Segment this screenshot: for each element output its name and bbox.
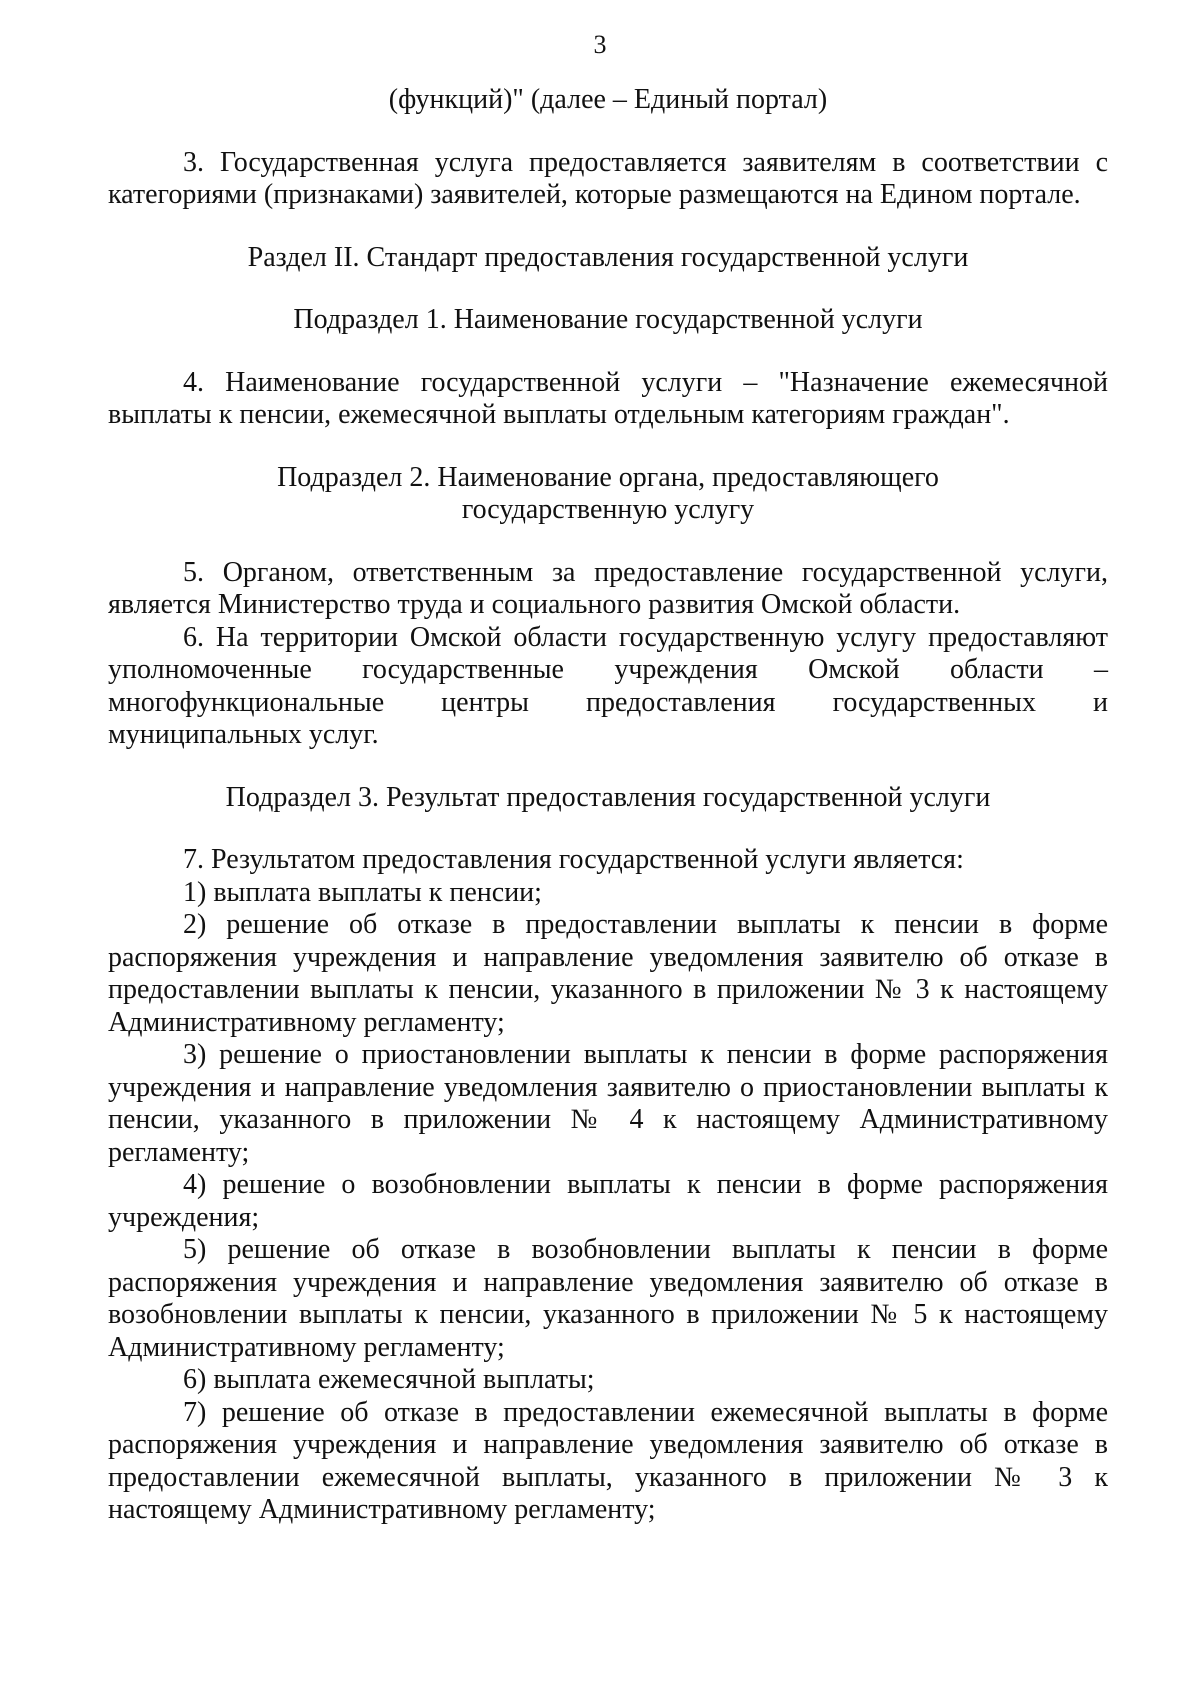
paragraph-4: 4. Наименование государственной услуги – "Назначение ежемесячной выплаты к пенсии, ежемесячной выплаты отдельным категориям граждан". [108, 366, 1108, 430]
page-number: 3 [593, 30, 607, 59]
section-2-title: Раздел II. Стандарт предоставления государственной услуги [247, 241, 969, 273]
result-item-4: 4) решение о возобновлении выплаты к пенсии в форме распоряжения учреждения; [108, 1169, 1108, 1233]
subsection-1-title: Подраздел 1. Наименование государственной услуги [293, 304, 923, 335]
result-item-7: 7) решение об отказе в предоставлении ежемесячной выплаты в форме распоряжения учреждения и направление уведомления заявителю об отказе в предоставлении ежемесячной выплаты, указанного в приложении № 3 к настоящему Административному регламенту; [108, 1396, 1108, 1525]
paragraph-6: 6. На территории Омской области государственную услугу предоставляют уполномоченные государственные учреждения Омской области – многофункциональные центры предоставления государственных и муниципальных услуг. [108, 621, 1108, 750]
result-item-6: 6) выплата ежемесячной выплаты; [183, 1364, 595, 1395]
paragraph-5: 5. Органом, ответственным за предоставление государственной услуги, является Министерство труда и социального развития Омской области. [108, 556, 1108, 620]
subsection-3-title: Подраздел 3. Результат предоставления государственной услуги [225, 781, 991, 813]
continuation-line: (функций)" (далее – Единый портал) [388, 84, 828, 115]
result-item-5: 5) решение об отказе в возобновлении выплаты к пенсии в форме распоряжения учреждения и направление уведомления заявителю об отказе в возобновлении выплаты к пенсии, указанного в приложении № 5 к настоящему Административному регламенту; [108, 1234, 1108, 1363]
subsection-2-title-line-2: государственную услугу [461, 494, 755, 525]
result-item-1: 1) выплата выплаты к пенсии; [183, 876, 542, 908]
paragraph-7: 7. Результатом предоставления государственной услуги является: [183, 844, 964, 875]
subsection-2-title-line-1: Подраздел 2. Наименование органа, предоставляющего [277, 461, 939, 493]
result-item-2: 2) решение об отказе в предоставлении выплаты к пенсии в форме распоряжения учреждения и направление уведомления заявителю об отказе в предоставлении выплаты к пенсии, указанного в приложении № 3 к настоящему Административному регламенту; [108, 909, 1108, 1038]
document-body [108, 84, 1108, 1527]
paragraph-3: 3. Государственная услуга предоставляется заявителям в соответствии с категориями (признаками) заявителей, которые размещаются на Едином портале. [108, 146, 1108, 210]
result-item-3: 3) решение о приостановлении выплаты к пенсии в форме распоряжения учреждения и направление уведомления заявителю о приостановлении выплаты к пенсии, указанного в приложении № 4 к настоящему Административному регламенту; [108, 1039, 1108, 1168]
